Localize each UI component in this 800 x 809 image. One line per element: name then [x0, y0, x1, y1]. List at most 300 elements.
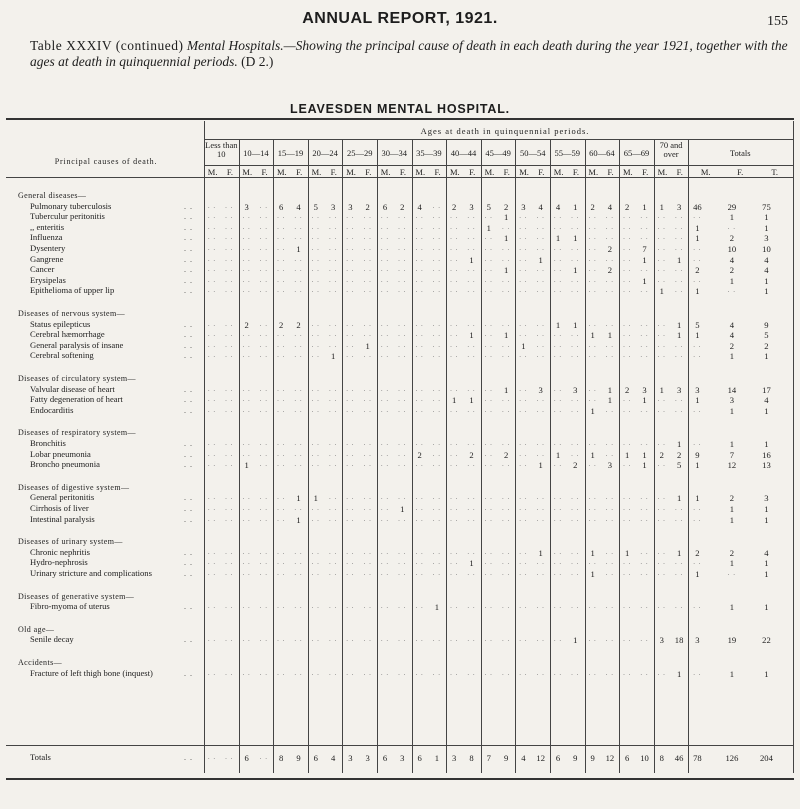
total-count-cell: 13	[762, 460, 771, 471]
empty-cell: . .	[553, 668, 563, 677]
empty-cell: . .	[623, 254, 632, 263]
ages-header: Ages at death in quinquennial periods.	[420, 126, 590, 136]
age-count-cell: 1	[573, 201, 578, 212]
empty-cell: . .	[363, 449, 372, 458]
age-count-cell: 1	[434, 753, 440, 763]
empty-cell: . .	[553, 286, 563, 295]
empty-cell: . .	[571, 275, 580, 284]
empty-cell: . .	[588, 340, 597, 349]
empty-cell: . .	[311, 233, 320, 242]
empty-cell: . .	[207, 395, 217, 404]
empty-cell: . .	[553, 493, 563, 502]
empty-cell: . .	[467, 265, 476, 274]
empty-cell: . .	[588, 254, 597, 263]
empty-cell: . .	[640, 330, 649, 339]
total-count-cell: 1	[764, 558, 769, 569]
total-count-cell: 1	[764, 351, 769, 362]
empty-cell: . .	[415, 265, 424, 274]
column-divider	[688, 139, 689, 773]
empty-cell: . .	[432, 439, 442, 447]
empty-cell: . .	[571, 340, 580, 349]
mf-label: M.	[519, 167, 529, 177]
age-column-header: 15—19	[277, 148, 304, 158]
empty-cell: . .	[415, 504, 424, 512]
empty-cell: . .	[380, 493, 390, 502]
empty-cell: . .	[311, 319, 320, 328]
empty-cell: . .	[571, 558, 580, 567]
empty-cell: . .	[207, 233, 217, 242]
empty-cell: . .	[207, 254, 217, 263]
empty-cell: . .	[674, 222, 684, 231]
empty-cell: . .	[380, 254, 390, 263]
total-count-cell: 1	[729, 514, 735, 525]
empty-cell: . .	[605, 233, 615, 242]
age-count-cell: 2	[296, 319, 301, 330]
cause-row-label: Cancer	[30, 264, 55, 275]
empty-cell: . .	[605, 493, 615, 502]
age-count-cell: 3	[452, 753, 457, 763]
empty-cell: . .	[398, 668, 407, 677]
empty-cell: . .	[277, 254, 286, 263]
empty-cell: . .	[519, 265, 528, 274]
empty-cell: . .	[450, 384, 459, 393]
empty-cell: . .	[640, 602, 649, 611]
empty-cell: . .	[467, 504, 476, 512]
empty-cell: . .	[346, 514, 355, 523]
caption-text: Mental Hospitals.—Showing the principal cause of death in each death during the year 1921, together with the ages at death in quinquennial periods.	[30, 38, 788, 69]
empty-cell: . .	[346, 351, 355, 360]
empty-cell: . .	[571, 222, 580, 231]
empty-cell: . .	[432, 286, 442, 295]
mf-label: M.	[380, 167, 391, 177]
empty-cell: . .	[657, 558, 666, 567]
empty-cell: . .	[294, 602, 303, 611]
empty-cell: . .	[674, 405, 684, 414]
leader-dots: . .	[184, 514, 193, 524]
empty-cell: . .	[363, 265, 372, 274]
empty-cell: . .	[311, 351, 320, 360]
cause-row-label: Valvular disease of heart	[30, 383, 115, 394]
empty-cell: . .	[484, 351, 493, 360]
empty-cell: . .	[501, 558, 511, 567]
empty-cell: . .	[294, 449, 303, 458]
empty-cell: . .	[311, 222, 320, 231]
header-rule	[204, 165, 794, 166]
empty-cell: . .	[640, 439, 649, 447]
empty-cell: . .	[207, 449, 217, 458]
empty-cell: . .	[640, 558, 649, 567]
mf-label: M.	[207, 167, 218, 177]
total-count-cell: 78	[693, 753, 702, 763]
leader-dots: . .	[184, 212, 193, 222]
empty-cell: . .	[640, 514, 649, 523]
empty-cell: . .	[294, 635, 303, 644]
age-count-cell: 1	[486, 222, 491, 233]
age-count-cell: 1	[434, 602, 440, 613]
empty-cell: . .	[328, 395, 338, 404]
age-count-cell: 1	[296, 514, 301, 525]
empty-cell: . .	[311, 395, 320, 404]
empty-cell: . .	[398, 319, 407, 328]
age-count-cell: 3	[538, 384, 543, 395]
empty-cell: . .	[693, 340, 702, 349]
section-heading: Old age—	[18, 624, 55, 634]
age-count-cell: 9	[503, 753, 509, 763]
empty-cell: . .	[277, 569, 286, 577]
age-count-cell: 6	[382, 753, 388, 763]
age-count-cell: 5	[486, 201, 491, 212]
empty-cell: . .	[225, 439, 234, 447]
empty-cell: . .	[277, 275, 286, 284]
empty-cell: . .	[415, 212, 424, 221]
empty-cell: . .	[432, 351, 442, 360]
empty-cell: . .	[484, 286, 493, 295]
total-count-cell: 1	[764, 504, 769, 514]
age-count-cell: 3	[642, 384, 647, 395]
empty-cell: . .	[484, 602, 493, 611]
empty-cell: . .	[259, 514, 269, 523]
cause-row-label: Bronchitis	[30, 438, 66, 448]
empty-cell: . .	[605, 602, 615, 611]
mf-label: M.	[276, 167, 287, 177]
empty-cell: . .	[225, 212, 234, 221]
empty-cell: . .	[363, 351, 372, 360]
hospital-title: LEAVESDEN MENTAL HOSPITAL.	[290, 102, 510, 116]
empty-cell: . .	[328, 547, 338, 556]
empty-cell: . .	[415, 319, 424, 328]
leader-dots: . .	[184, 547, 193, 557]
section-heading: Diseases of respiratory system—	[18, 428, 136, 438]
empty-cell: . .	[225, 635, 234, 644]
empty-cell: . .	[657, 254, 666, 263]
empty-cell: . .	[415, 547, 424, 556]
total-count-cell: 14	[727, 384, 737, 395]
age-count-cell: 1	[469, 395, 474, 406]
empty-cell: . .	[415, 668, 424, 677]
empty-cell: . .	[484, 330, 493, 339]
empty-cell: . .	[242, 254, 251, 263]
age-count-cell: 1	[642, 460, 647, 471]
total-count-cell: 1	[729, 668, 735, 679]
empty-cell: . .	[277, 265, 286, 274]
empty-cell: . .	[657, 222, 666, 231]
empty-cell: . .	[346, 233, 355, 242]
age-count-cell: 8	[659, 753, 664, 763]
empty-cell: . .	[328, 254, 338, 263]
empty-cell: . .	[294, 547, 303, 556]
empty-cell: . .	[553, 514, 563, 523]
empty-cell: . .	[467, 405, 476, 414]
empty-cell: . .	[484, 668, 493, 677]
empty-cell: . .	[398, 449, 407, 458]
empty-cell: . .	[398, 514, 407, 523]
empty-cell: . .	[501, 286, 511, 295]
empty-cell: . .	[536, 330, 545, 339]
empty-cell: . .	[623, 668, 632, 677]
empty-cell: . .	[657, 340, 666, 349]
empty-cell: . .	[242, 668, 251, 677]
page-number: 155	[767, 14, 788, 29]
leader-dots: . .	[184, 493, 193, 503]
section-heading: Diseases of generative system—	[18, 591, 135, 601]
age-count-cell: 1	[676, 330, 682, 341]
total-count-cell: 4	[764, 265, 769, 276]
empty-cell: . .	[657, 602, 666, 611]
empty-cell: . .	[225, 275, 234, 284]
empty-cell: . .	[623, 460, 632, 469]
empty-cell: . .	[693, 558, 702, 567]
empty-cell: . .	[484, 547, 493, 556]
total-count-cell: 1	[695, 286, 700, 297]
empty-cell: . .	[571, 493, 580, 502]
empty-cell: . .	[657, 439, 666, 447]
empty-cell: . .	[484, 395, 493, 404]
total-count-cell: 1	[729, 439, 735, 449]
empty-cell: . .	[328, 286, 338, 295]
empty-cell: . .	[259, 340, 269, 349]
empty-cell: . .	[605, 635, 615, 644]
empty-cell: . .	[207, 201, 217, 210]
empty-cell: . .	[605, 558, 615, 567]
totals-column-header: Totals	[729, 148, 751, 158]
empty-cell: . .	[311, 340, 320, 349]
empty-cell: . .	[467, 384, 476, 393]
mf-label: F.	[399, 167, 407, 177]
empty-cell: . .	[432, 668, 442, 677]
empty-cell: . .	[450, 319, 459, 328]
empty-cell: . .	[501, 340, 511, 349]
empty-cell: . .	[415, 233, 424, 242]
empty-cell: . .	[277, 439, 286, 447]
empty-cell: . .	[432, 405, 442, 414]
age-count-cell: 4	[417, 201, 422, 212]
section-heading: General diseases—	[18, 191, 87, 200]
empty-cell: . .	[242, 384, 251, 393]
empty-cell: . .	[311, 212, 320, 221]
empty-cell: . .	[450, 405, 459, 414]
empty-cell: . .	[450, 254, 459, 263]
empty-cell: . .	[363, 635, 372, 644]
leader-dots: . .	[184, 233, 193, 243]
empty-cell: . .	[398, 254, 407, 263]
empty-cell: . .	[259, 668, 269, 677]
empty-cell: . .	[259, 351, 269, 360]
empty-cell: . .	[346, 275, 355, 284]
empty-cell: . .	[380, 222, 390, 231]
empty-cell: . .	[588, 233, 597, 242]
empty-cell: . .	[605, 547, 615, 556]
total-count-cell: 10	[727, 244, 737, 254]
empty-cell: . .	[571, 602, 580, 611]
empty-cell: . .	[294, 254, 303, 263]
empty-cell: . .	[398, 265, 407, 274]
empty-cell: . .	[242, 635, 251, 644]
empty-cell: . .	[623, 340, 632, 349]
empty-cell: . .	[277, 330, 286, 339]
empty-cell: . .	[277, 602, 286, 611]
empty-cell: . .	[623, 504, 632, 512]
empty-cell: . .	[277, 547, 286, 556]
empty-cell: . .	[571, 514, 580, 523]
empty-cell: . .	[432, 449, 442, 458]
empty-cell: . .	[588, 635, 597, 644]
empty-cell: . .	[727, 222, 737, 231]
mf-label: F.	[676, 167, 683, 177]
age-count-cell: 1	[400, 504, 405, 514]
mf-label: F.	[503, 167, 510, 177]
empty-cell: . .	[311, 602, 320, 611]
mf-label: M.	[346, 167, 356, 177]
empty-cell: . .	[207, 244, 217, 252]
cause-row-label: Cerebral hæmorrhage	[30, 329, 105, 340]
age-count-cell: 2	[452, 201, 457, 212]
age-count-cell: 1	[452, 395, 457, 406]
empty-cell: . .	[693, 602, 702, 611]
empty-cell: . .	[225, 493, 234, 502]
empty-cell: . .	[623, 514, 632, 523]
empty-cell: . .	[467, 244, 476, 252]
empty-cell: . .	[432, 493, 442, 502]
empty-cell: . .	[553, 558, 563, 567]
empty-cell: . .	[380, 275, 390, 284]
age-column-header: 60—64	[589, 148, 615, 158]
empty-cell: . .	[571, 569, 580, 577]
age-count-cell: 1	[244, 460, 249, 471]
cause-row-label: Broncho pneumonia	[30, 459, 100, 470]
empty-cell: . .	[432, 275, 442, 284]
empty-cell: . .	[450, 275, 459, 284]
empty-cell: . .	[311, 558, 320, 567]
empty-cell: . .	[277, 405, 286, 414]
empty-cell: . .	[398, 222, 407, 231]
empty-cell: . .	[225, 340, 234, 349]
empty-cell: . .	[294, 569, 303, 577]
empty-cell: . .	[553, 384, 563, 393]
empty-cell: . .	[398, 340, 407, 349]
empty-cell: . .	[294, 275, 303, 284]
empty-cell: . .	[207, 753, 217, 761]
empty-cell: . .	[657, 233, 666, 242]
empty-cell: . .	[380, 558, 390, 567]
age-count-cell: 2	[590, 201, 595, 212]
age-count-cell: 1	[659, 201, 664, 212]
empty-cell: . .	[467, 222, 476, 231]
leader-dots: . .	[184, 286, 193, 296]
empty-cell: . .	[623, 395, 632, 404]
empty-cell: . .	[207, 275, 217, 284]
empty-cell: . .	[450, 460, 459, 469]
empty-cell: . .	[605, 222, 615, 231]
mf-label: F.	[469, 167, 476, 177]
total-count-cell: 2	[729, 340, 735, 351]
empty-cell: . .	[519, 460, 528, 469]
empty-cell: . .	[553, 405, 563, 414]
totals-rule	[6, 745, 794, 746]
empty-cell: . .	[398, 330, 407, 339]
empty-cell: . .	[571, 330, 580, 339]
empty-cell: . .	[346, 340, 355, 349]
empty-cell: . .	[450, 233, 459, 242]
empty-cell: . .	[467, 233, 476, 242]
empty-cell: . .	[363, 222, 372, 231]
empty-cell: . .	[467, 514, 476, 523]
age-count-cell: 4	[607, 201, 613, 212]
empty-cell: . .	[536, 319, 545, 328]
empty-cell: . .	[553, 569, 563, 577]
empty-cell: . .	[398, 395, 407, 404]
top-rule	[6, 118, 794, 120]
total-count-cell: 3	[729, 395, 735, 406]
age-count-cell: 1	[503, 233, 509, 244]
mf-label: M.	[415, 167, 426, 177]
age-count-cell: 5	[676, 460, 682, 471]
empty-cell: . .	[277, 212, 286, 221]
empty-cell: . .	[259, 493, 269, 502]
empty-cell: . .	[294, 286, 303, 295]
empty-cell: . .	[536, 212, 545, 221]
age-count-cell: 1	[590, 449, 595, 460]
empty-cell: . .	[328, 340, 338, 349]
empty-cell: . .	[519, 558, 528, 567]
empty-cell: . .	[588, 514, 597, 523]
empty-cell: . .	[259, 275, 269, 284]
empty-cell: . .	[311, 265, 320, 274]
age-count-cell: 8	[469, 753, 474, 763]
empty-cell: . .	[519, 351, 528, 360]
age-count-cell: 1	[538, 547, 543, 558]
age-count-cell: 1	[642, 275, 647, 286]
empty-cell: . .	[242, 504, 251, 512]
age-count-cell: 9	[573, 753, 578, 763]
empty-cell: . .	[467, 439, 476, 447]
empty-cell: . .	[588, 558, 597, 567]
total-count-cell: 29	[727, 201, 737, 212]
age-column-header: Less than 10	[205, 140, 238, 159]
empty-cell: . .	[415, 395, 424, 404]
empty-cell: . .	[484, 244, 493, 252]
total-count-cell: 4	[729, 319, 735, 330]
mf-label: F.	[572, 167, 580, 177]
empty-cell: . .	[450, 569, 459, 577]
empty-cell: . .	[328, 460, 338, 469]
empty-cell: . .	[242, 286, 251, 295]
empty-cell: . .	[242, 547, 251, 556]
empty-cell: . .	[553, 330, 563, 339]
empty-cell: . .	[398, 351, 407, 360]
leader-dots: . .	[184, 340, 193, 350]
empty-cell: . .	[207, 493, 217, 502]
empty-cell: . .	[207, 602, 217, 611]
empty-cell: . .	[415, 244, 424, 252]
empty-cell: . .	[363, 286, 372, 295]
age-count-cell: 1	[676, 254, 682, 265]
empty-cell: . .	[484, 275, 493, 284]
leader-dots: . .	[184, 244, 193, 253]
empty-cell: . .	[674, 602, 684, 611]
mortality-table	[6, 121, 794, 773]
empty-cell: . .	[363, 504, 372, 512]
empty-cell: . .	[553, 254, 563, 263]
empty-cell: . .	[588, 504, 597, 512]
empty-cell: . .	[484, 212, 493, 221]
empty-cell: . .	[553, 460, 563, 469]
empty-cell: . .	[363, 233, 372, 242]
empty-cell: . .	[519, 319, 528, 328]
empty-cell: . .	[346, 222, 355, 231]
empty-cell: . .	[259, 635, 269, 644]
empty-cell: . .	[467, 460, 476, 469]
empty-cell: . .	[225, 254, 234, 263]
